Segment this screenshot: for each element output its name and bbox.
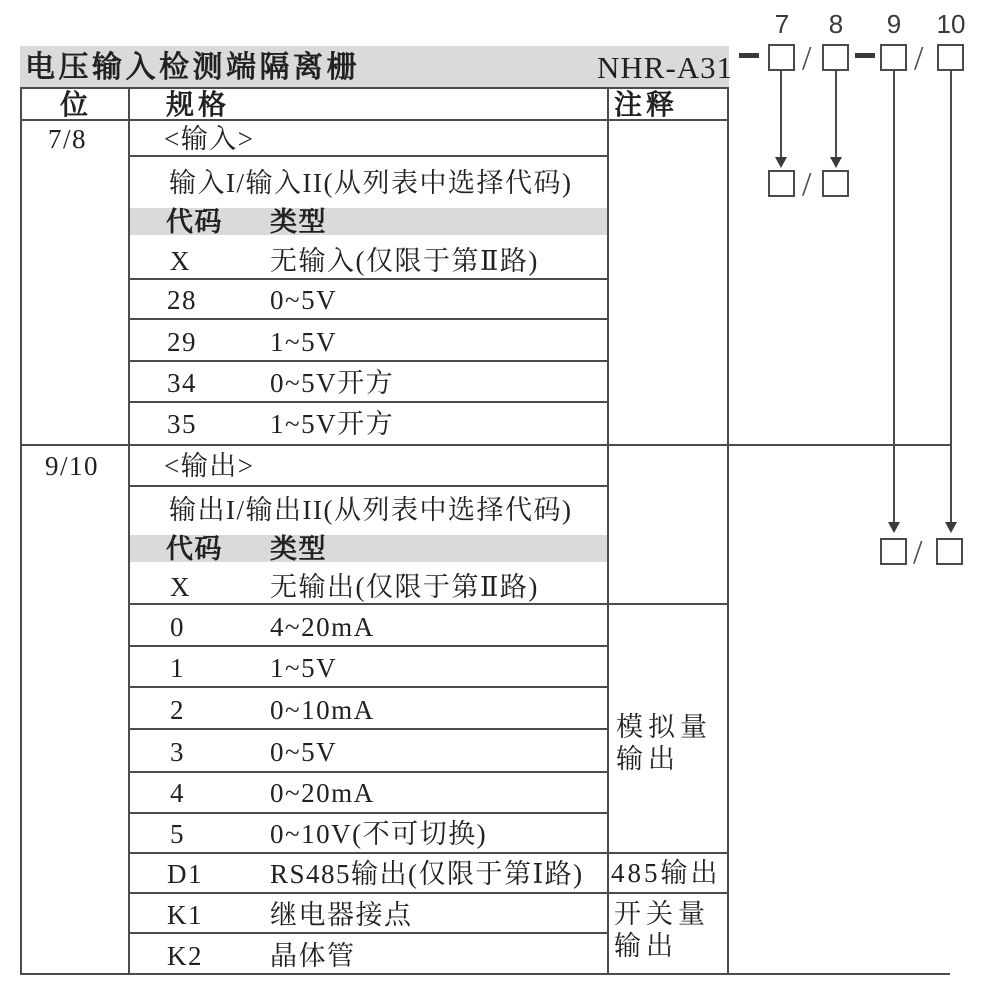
code-box-7 [768,44,795,71]
order-digit-8: 8 [828,9,844,39]
arrow-line-9 [893,71,895,522]
row-type: 0~10V(不可切换) [270,819,488,849]
slash-separator: / [802,166,812,203]
row-type: 0~5V开方 [270,368,395,398]
dash-separator [739,53,759,58]
row-code: K2 [167,941,203,971]
row-code: 0 [170,612,185,642]
row-divider [128,728,609,730]
row-code: 5 [170,819,185,849]
row-type: RS485输出(仅限于第Ⅰ路) [270,859,584,889]
table-border-bottom [20,973,950,975]
row-code: 2 [170,695,185,725]
input-pos-cell: 7/8 [48,124,88,154]
note-485-output: 485输出 [611,858,721,888]
output-target-box-9 [880,538,907,565]
output-subtitle: 输出I/输出II(从列表中选择代码) [169,495,573,525]
arrow-head-7 [775,157,787,168]
row-divider [128,892,729,894]
row-divider [128,645,609,647]
input-target-box-8 [822,170,849,197]
code-box-9 [880,44,907,71]
row-code: 29 [167,327,197,357]
row-divider [128,771,609,773]
note-analog-output-line2: 输出 [616,744,680,774]
row-code: 34 [167,368,197,398]
slash-separator: / [914,40,924,77]
row-type: 4~20mA [270,612,375,642]
row-divider [128,485,609,487]
row-code: K1 [167,900,203,930]
row-type: 1~5V开方 [270,409,395,439]
code-box-10 [937,44,964,71]
output-target-box-10 [936,538,963,565]
input-group-label: <输入> [164,124,255,154]
arrow-line-10 [950,71,952,522]
arrow-head-9 [888,522,900,533]
row-code: X [170,246,191,276]
row-code: 3 [170,737,185,767]
dash-separator [855,53,875,58]
row-type: 0~5V [270,285,338,315]
arrow-line-8 [835,71,837,157]
row-divider [128,318,609,320]
arrow-line-7 [780,71,782,157]
output-pos-cell: 9/10 [45,451,100,481]
row-divider [128,278,609,280]
input-subtitle: 输入I/输入II(从列表中选择代码) [169,168,573,198]
code-box-8 [822,44,849,71]
row-code: X [170,572,191,602]
table-border-left [20,87,22,975]
col-header-note: 注释 [614,90,679,121]
model-code: NHR-A31 [597,50,734,85]
arrow-head-10 [945,522,957,533]
row-divider [128,401,609,403]
arrow-head-8 [830,157,842,168]
row-type: 1~5V [270,327,338,357]
row-divider [128,812,609,814]
input-code-header: 代码 [166,207,223,237]
order-digit-7: 7 [774,9,790,39]
output-group-label: <输出> [164,451,255,481]
note-analog-output-line1: 模拟量 [616,712,712,742]
note-switch-output-line1: 开关量 [614,899,710,929]
input-type-header: 类型 [270,207,327,237]
row-type: 继电器接点 [270,900,413,930]
input-target-box-7 [768,170,795,197]
slash-separator: / [802,40,812,77]
divider-spec-note [607,87,609,975]
row-divider [128,603,729,605]
row-type: 0~20mA [270,778,375,808]
table-border-top [20,87,729,89]
table-border-right [727,87,729,975]
row-code: 4 [170,778,185,808]
row-divider [128,155,609,157]
row-type: 1~5V [270,653,338,683]
note-switch-output-line2: 输出 [614,931,678,961]
row-type: 无输出(仅限于第Ⅱ路) [270,572,539,602]
row-type: 晶体管 [270,941,356,971]
output-code-header: 代码 [166,534,223,564]
row-code: 1 [170,653,185,683]
row-divider [128,932,609,934]
row-code: 35 [167,409,197,439]
slash-separator: / [913,534,923,571]
col-header-spec: 规格 [166,90,231,121]
row-type: 0~5V [270,737,338,767]
order-digit-10: 10 [936,9,966,39]
row-type: 0~10mA [270,695,375,725]
page-title: 电压输入检测端隔离栅 [25,51,360,84]
row-code: D1 [167,859,203,889]
row-type: 无输入(仅限于第Ⅱ路) [270,246,539,276]
order-digit-9: 9 [886,9,902,39]
row-divider [128,852,729,854]
col-header-pos: 位 [60,90,90,121]
row-code: 28 [167,285,197,315]
output-type-header: 类型 [270,534,327,564]
row-divider [128,360,609,362]
section-divider [20,444,952,446]
row-divider [128,686,609,688]
